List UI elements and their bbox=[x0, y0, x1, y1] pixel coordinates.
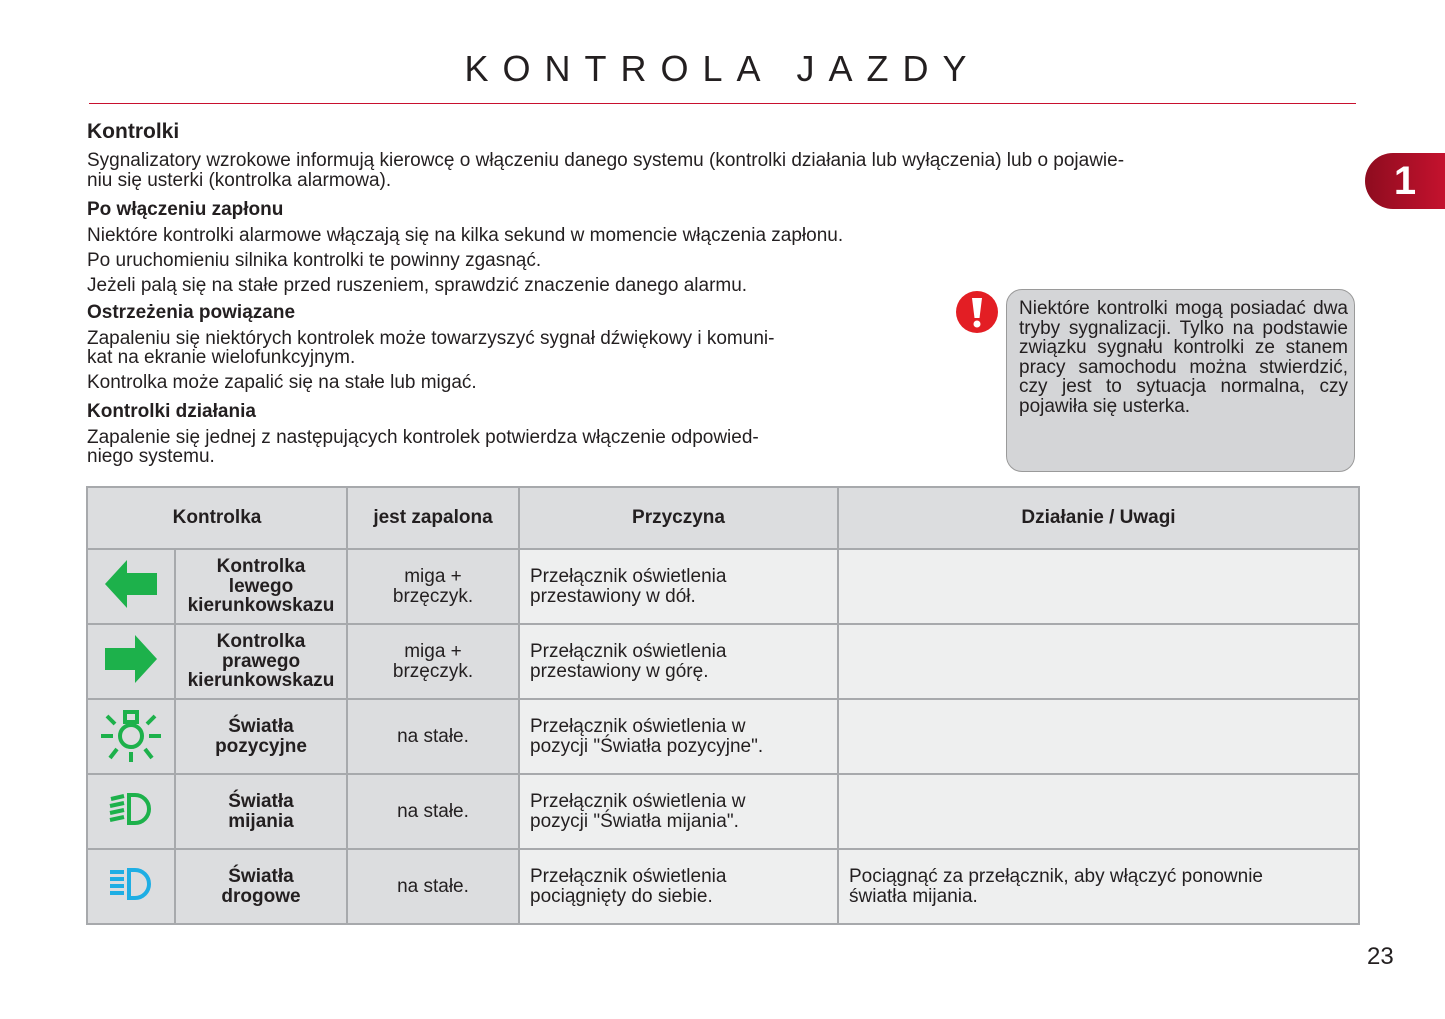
lamp-name: Kontrolka prawego kierunkowskazu bbox=[175, 624, 347, 699]
lamp-state: na stałe. bbox=[347, 774, 519, 849]
lamp-name: Światła pozycyjne bbox=[175, 699, 347, 774]
dipped-beam-icon bbox=[107, 792, 155, 826]
intro-line-2: niu się usterki (kontrolka alarmowa). bbox=[87, 170, 392, 191]
table-row bbox=[87, 699, 1359, 774]
lamp-cause: Przełącznik oświetlenia przestawiony w górę. bbox=[519, 624, 838, 699]
table-row bbox=[87, 774, 1359, 849]
icon-cell bbox=[87, 699, 175, 774]
lamp-action bbox=[838, 699, 1359, 774]
chapter-tab[interactable]: 1 bbox=[1365, 153, 1445, 209]
lamp-action bbox=[838, 774, 1359, 849]
icon-cell bbox=[87, 774, 175, 849]
lamp-state: na stałe. bbox=[347, 699, 519, 774]
exclamation-icon bbox=[955, 290, 999, 334]
warning-lamps-table bbox=[86, 486, 1360, 925]
lamp-name: Kontrolka lewego kierunkowskazu bbox=[175, 549, 347, 624]
lamp-cause: Przełącznik oświetlenia w pozycji "Światła mijania". bbox=[519, 774, 838, 849]
ignition-p1: Niektóre kontrolki alarmowe włączają się na kilka sekund w momencie włączenia zapłonu. bbox=[87, 225, 844, 246]
intro-line-1: Sygnalizatory wzrokowe informują kierowcę o włączeniu danego systemu (kontrolki działania lub wyłączenia) lub o pojawie- bbox=[87, 150, 1125, 171]
lamp-state: na stałe. bbox=[347, 849, 519, 924]
sidelight-icon bbox=[99, 704, 163, 764]
warnings-p1-line1: Zapaleniu się niektórych kontrolek może towarzyszyć sygnał dźwiękowy i komuni- bbox=[87, 328, 775, 349]
right-arrow-icon bbox=[103, 633, 159, 685]
lamp-action bbox=[838, 549, 1359, 624]
header-state: jest zapalona bbox=[347, 487, 519, 549]
title-divider bbox=[89, 103, 1356, 104]
icon-cell bbox=[87, 624, 175, 699]
warnings-p1-line2: kat na ekranie wielofunkcyjnym. bbox=[87, 347, 356, 368]
operation-p1-line2: niego systemu. bbox=[87, 446, 215, 467]
table-row bbox=[87, 549, 1359, 624]
main-beam-icon bbox=[107, 867, 155, 901]
page-title: KONTROLA JAZDY bbox=[464, 48, 981, 89]
lamp-cause: Przełącznik oświetlenia w pozycji "Światła pozycyjne". bbox=[519, 699, 838, 774]
lamp-action: Pociągnąć za przełącznik, aby włączyć ponownie światła mijania. bbox=[838, 849, 1359, 924]
warnings-p2: Kontrolka może zapalić się na stałe lub migać. bbox=[87, 372, 477, 393]
header-action: Działanie / Uwagi bbox=[838, 487, 1359, 549]
table-row bbox=[87, 624, 1359, 699]
operation-heading: Kontrolki działania bbox=[87, 401, 256, 422]
icon-cell bbox=[87, 549, 175, 624]
ignition-p2: Po uruchomieniu silnika kontrolki te powinny zgasnąć. bbox=[87, 250, 542, 271]
table-header-row bbox=[87, 487, 1359, 549]
lamp-name: Światła drogowe bbox=[175, 849, 347, 924]
header-kontrolka: Kontrolka bbox=[87, 487, 347, 549]
lamp-action bbox=[838, 624, 1359, 699]
lamp-cause: Przełącznik oświetlenia pociągnięty do siebie. bbox=[519, 849, 838, 924]
table-row bbox=[87, 849, 1359, 924]
lamp-name: Światła mijania bbox=[175, 774, 347, 849]
header-cause: Przyczyna bbox=[519, 487, 838, 549]
operation-p1-line1: Zapalenie się jednej z następujących kontrolek potwierdza włączenie odpowied- bbox=[87, 427, 759, 448]
warnings-heading: Ostrzeżenia powiązane bbox=[87, 302, 296, 323]
section-heading: Kontrolki bbox=[87, 120, 180, 143]
icon-cell bbox=[87, 849, 175, 924]
lamp-cause: Przełącznik oświetlenia przestawiony w dół. bbox=[519, 549, 838, 624]
ignition-p3: Jeżeli palą się na stałe przed ruszeniem, sprawdzić znaczenie danego alarmu. bbox=[87, 275, 748, 296]
page-number: 23 bbox=[1367, 943, 1394, 970]
lamp-state: miga + brzęczyk. bbox=[347, 624, 519, 699]
lamp-state: miga + brzęczyk. bbox=[347, 549, 519, 624]
left-arrow-icon bbox=[103, 558, 159, 610]
note-box: Niektóre kontrolki mogą posiadać dwa tryby sygnalizacji. Tylko na podstawie związku sygnału kontrolki ze stanem pracy samochodu można stwierdzić, czy jest to sytuacja normalna, czy pojawiła się usterka. bbox=[1006, 289, 1355, 472]
ignition-heading: Po włączeniu zapłonu bbox=[87, 199, 284, 220]
